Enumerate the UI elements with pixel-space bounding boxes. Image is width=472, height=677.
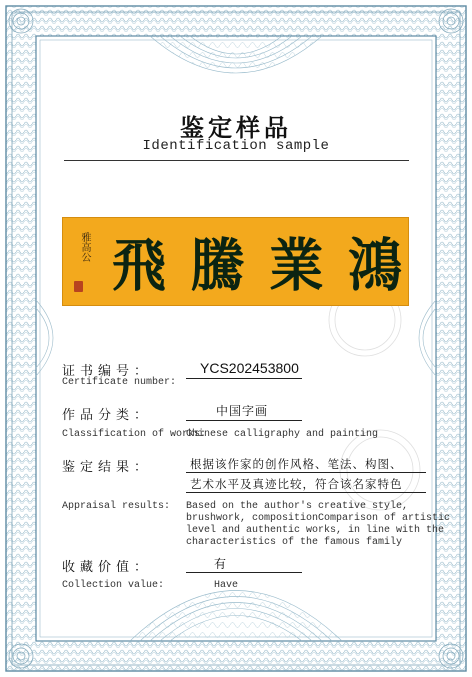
title-chinese: 鉴定样品	[180, 116, 292, 142]
appraisal-value-en-line4: characteristics of the famous family	[186, 537, 403, 548]
calligraphy-char-4: 鴻	[347, 231, 402, 299]
collection-value-en: Have	[214, 580, 239, 591]
calligraphy-char-3: 業	[269, 231, 324, 299]
calligraphy-char-1: 飛	[112, 231, 166, 299]
appraisal-label-en: Appraisal results:	[62, 501, 171, 512]
appraisal-value-en-line3: level and authentic works, in line with the	[186, 525, 445, 536]
classification-value-cn: 中国字画	[216, 404, 269, 418]
appraisal-value-cn-line1: 根据该作家的创作风格、笔法、构图、	[190, 457, 403, 471]
appraisal-underline-1	[186, 472, 426, 473]
title-english: Identification sample	[142, 138, 330, 154]
calligraphy-characters	[112, 222, 402, 300]
collection-value-underline	[186, 572, 302, 573]
classification-underline	[186, 420, 302, 421]
calligraphy-char-2: 騰	[190, 231, 245, 299]
collection-value-cn: 有	[214, 557, 228, 571]
collection-value-label-en: Collection value:	[62, 580, 165, 591]
classification-label-en: Classification of works:	[62, 429, 207, 440]
classification-value-en: Chinese calligraphy and painting	[186, 429, 379, 440]
appraisal-value-en-line2: brushwork, compositionComparison of artistic	[186, 513, 451, 524]
appraisal-underline-2	[186, 492, 426, 493]
certificate-number-underline	[186, 378, 302, 379]
certificate-number-label-en: Certificate number:	[62, 377, 177, 388]
classification-label-cn: 作品分类：	[62, 408, 153, 423]
appraisal-value-cn-line2: 艺术水平及真迹比较，符合该名家特色	[190, 477, 403, 491]
certificate-number-value: YCS202453800	[200, 360, 299, 376]
appraisal-label-cn: 鉴定结果：	[62, 460, 153, 475]
collection-value-label-cn: 收藏价值：	[62, 560, 153, 575]
artwork-inscription: 雅高公	[79, 232, 90, 262]
artwork-seal	[74, 281, 83, 292]
appraisal-value-en-line1: Based on the author's creative style,	[186, 501, 409, 512]
title-divider	[64, 160, 409, 161]
certificate-number-label-cn: 证书编号：	[62, 364, 153, 379]
